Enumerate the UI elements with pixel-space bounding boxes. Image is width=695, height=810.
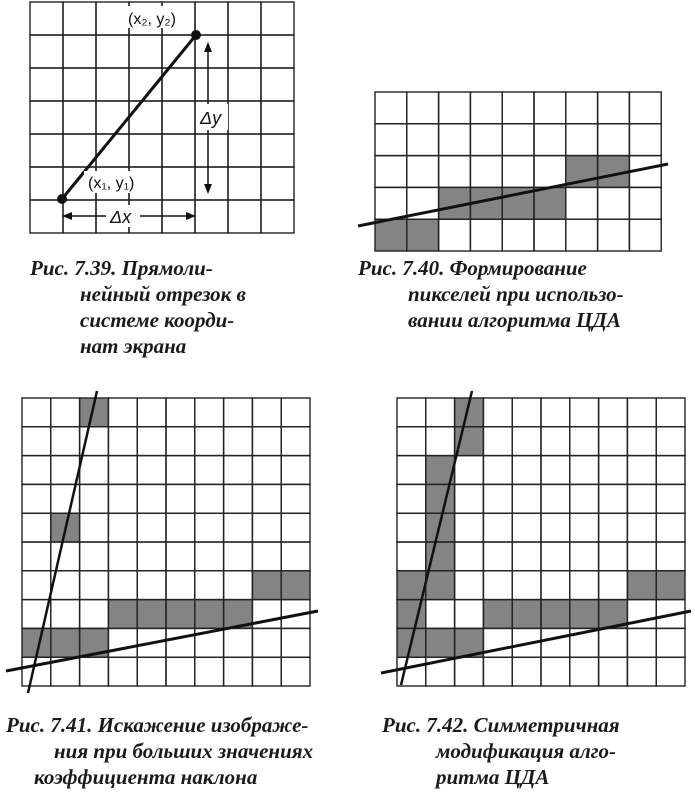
label-p2: (x₂, y₂) xyxy=(128,11,176,28)
figure-7-42 xyxy=(375,385,695,705)
grid-cell xyxy=(407,124,439,156)
grid-cell xyxy=(541,657,570,686)
grid-cell xyxy=(656,513,685,542)
grid-cell xyxy=(599,456,628,485)
grid-cell xyxy=(281,427,310,456)
grid-cell xyxy=(162,101,195,134)
grid-cell xyxy=(598,219,630,251)
figure-7-39-drawing xyxy=(0,0,260,235)
shaded-pixel xyxy=(195,600,224,629)
grid-cell xyxy=(397,456,426,485)
grid-cell xyxy=(470,92,502,124)
grid-cell xyxy=(512,513,541,542)
grid-cell xyxy=(30,35,63,68)
grid-cell xyxy=(166,513,195,542)
grid-cell xyxy=(627,513,656,542)
grid-cell xyxy=(252,398,281,427)
grid-cell xyxy=(629,219,661,251)
grid-cell xyxy=(228,35,261,68)
caption-line: системе коорди- xyxy=(80,308,235,332)
grid-cell xyxy=(261,167,294,200)
grid-cell xyxy=(397,427,426,456)
grid-cell xyxy=(598,92,630,124)
grid-cell xyxy=(30,101,63,134)
grid-cell xyxy=(656,628,685,657)
grid-cell xyxy=(166,628,195,657)
grid-cell xyxy=(195,427,224,456)
grid-cell xyxy=(375,124,407,156)
grid-cell xyxy=(566,187,598,219)
grid-cell xyxy=(599,628,628,657)
grid-cell xyxy=(80,484,109,513)
grid-cell xyxy=(195,456,224,485)
grid-cell xyxy=(228,101,261,134)
grid-cell xyxy=(281,398,310,427)
grid-cell xyxy=(627,427,656,456)
grid-cell xyxy=(195,542,224,571)
caption-line: Формирование xyxy=(449,256,587,280)
grid-cell xyxy=(195,513,224,542)
grid-cell xyxy=(599,398,628,427)
grid-cell xyxy=(502,92,534,124)
grid-cell xyxy=(162,68,195,101)
grid-cell xyxy=(51,600,80,629)
grid-cell xyxy=(22,427,51,456)
grid-cell xyxy=(483,456,512,485)
grid-cell xyxy=(541,484,570,513)
shaded-pixel xyxy=(570,600,599,629)
grid-cell xyxy=(375,92,407,124)
grid-cell xyxy=(22,456,51,485)
grid-cell xyxy=(261,2,294,35)
grid-cell xyxy=(455,542,484,571)
grid-cell xyxy=(566,219,598,251)
figure-7-41 xyxy=(0,385,330,705)
grid-cell xyxy=(599,427,628,456)
grid-cell xyxy=(108,542,137,571)
shaded-pixel xyxy=(426,484,455,513)
grid-cell xyxy=(483,398,512,427)
grid-cell xyxy=(137,657,166,686)
grid-cell xyxy=(397,484,426,513)
grid-cell xyxy=(281,484,310,513)
grid-cell xyxy=(397,398,426,427)
grid-cell xyxy=(63,2,96,35)
grid-cell xyxy=(129,35,162,68)
grid-cell xyxy=(108,398,137,427)
grid-cell xyxy=(541,513,570,542)
grid-cell xyxy=(228,200,261,233)
grid-cell xyxy=(502,156,534,188)
grid-cell xyxy=(570,398,599,427)
grid-cell xyxy=(96,101,129,134)
grid-cell xyxy=(566,92,598,124)
grid-cell xyxy=(599,657,628,686)
caption-line: коэффициента наклона xyxy=(34,765,258,789)
grid-cell xyxy=(252,427,281,456)
grid-cell xyxy=(570,542,599,571)
figure-7-41-drawing xyxy=(0,385,330,705)
shaded-pixel xyxy=(281,571,310,600)
grid-cell xyxy=(455,513,484,542)
grid-cell xyxy=(129,134,162,167)
grid-cell xyxy=(228,2,261,35)
grid-cell xyxy=(599,571,628,600)
shaded-pixel xyxy=(51,628,80,657)
grid-cell xyxy=(439,219,471,251)
grid-cell xyxy=(166,542,195,571)
grid-cell xyxy=(80,456,109,485)
grid-cell xyxy=(566,124,598,156)
grid-cell xyxy=(22,542,51,571)
grid-cell xyxy=(252,657,281,686)
grid-cell xyxy=(108,628,137,657)
grid-cell xyxy=(455,657,484,686)
grid-cell xyxy=(195,200,228,233)
caption-line: нейный отрезок в xyxy=(80,282,246,306)
grid-cell xyxy=(51,456,80,485)
grid-cell xyxy=(629,124,661,156)
grid-cell xyxy=(195,2,228,35)
grid-cell xyxy=(599,484,628,513)
grid-cell xyxy=(108,456,137,485)
grid-cell xyxy=(407,156,439,188)
grid-cell xyxy=(541,398,570,427)
grid-cell xyxy=(426,427,455,456)
grid-cell xyxy=(426,398,455,427)
grid-cell xyxy=(252,542,281,571)
grid-cell xyxy=(570,513,599,542)
shaded-pixel xyxy=(656,571,685,600)
start-point xyxy=(57,194,67,204)
grid-cell xyxy=(483,427,512,456)
grid-cell xyxy=(129,101,162,134)
grid-cell xyxy=(281,456,310,485)
grid-cell xyxy=(656,398,685,427)
grid-cell xyxy=(80,571,109,600)
shaded-pixel xyxy=(483,600,512,629)
caption-line: Прямоли- xyxy=(121,256,213,280)
shaded-pixel xyxy=(512,600,541,629)
grid-cell xyxy=(627,456,656,485)
grid-cell xyxy=(455,484,484,513)
grid-cell xyxy=(483,513,512,542)
grid-cell xyxy=(629,92,661,124)
grid-cell xyxy=(137,513,166,542)
grid-cell xyxy=(534,92,566,124)
grid-cell xyxy=(512,657,541,686)
grid-cell xyxy=(80,513,109,542)
grid-cell xyxy=(51,398,80,427)
grid-cell xyxy=(502,124,534,156)
grid-cell xyxy=(512,484,541,513)
caption-line: Искажение изображе- xyxy=(97,713,309,737)
grid-cell xyxy=(261,134,294,167)
grid-cell xyxy=(261,101,294,134)
grid-cell xyxy=(439,124,471,156)
grid-cell xyxy=(455,571,484,600)
grid-cell xyxy=(439,156,471,188)
grid-cell xyxy=(483,657,512,686)
grid-cell xyxy=(627,628,656,657)
grid-cell xyxy=(512,427,541,456)
grid-cell xyxy=(599,513,628,542)
grid-cell xyxy=(407,92,439,124)
shaded-pixel xyxy=(407,219,439,251)
figure-7-40 xyxy=(350,80,690,240)
grid-cell xyxy=(30,68,63,101)
figure-7-42-drawing xyxy=(375,385,695,705)
caption-7-42 xyxy=(382,712,692,790)
grid-cell xyxy=(541,427,570,456)
grid-cell xyxy=(599,542,628,571)
grid-cell xyxy=(224,513,253,542)
grid-cell xyxy=(541,542,570,571)
grid-cell xyxy=(397,542,426,571)
shaded-pixel xyxy=(108,600,137,629)
grid-cell xyxy=(30,167,63,200)
grid-cell xyxy=(627,657,656,686)
grid-cell xyxy=(22,571,51,600)
grid-cell xyxy=(195,398,224,427)
grid-cell xyxy=(195,571,224,600)
grid-cell xyxy=(512,456,541,485)
shaded-pixel xyxy=(137,600,166,629)
grid-cell xyxy=(224,456,253,485)
end-point xyxy=(191,30,201,40)
grid-cell xyxy=(534,156,566,188)
shaded-pixel xyxy=(426,628,455,657)
grid-cell xyxy=(51,542,80,571)
grid-cell xyxy=(541,628,570,657)
grid-cell xyxy=(375,187,407,219)
shaded-pixel xyxy=(541,600,570,629)
grid-cell xyxy=(512,542,541,571)
grid-cell xyxy=(224,542,253,571)
grid-cell xyxy=(30,2,63,35)
grid-cell xyxy=(656,484,685,513)
grid-cell xyxy=(629,187,661,219)
grid-cell xyxy=(656,657,685,686)
grid-cell xyxy=(541,456,570,485)
grid-cell xyxy=(656,427,685,456)
grid-cell xyxy=(627,484,656,513)
caption-line: пикселей при использо- xyxy=(408,282,624,306)
grid-cell xyxy=(162,167,195,200)
grid-cell xyxy=(570,484,599,513)
grid-cell xyxy=(137,427,166,456)
shaded-pixel xyxy=(426,571,455,600)
grid-cell xyxy=(108,513,137,542)
caption-number: Рис. 7.39. xyxy=(30,256,117,280)
shaded-pixel xyxy=(627,571,656,600)
grid-cell xyxy=(512,571,541,600)
caption-number: Рис. 7.42. xyxy=(382,713,469,737)
caption-number: Рис. 7.40. xyxy=(358,256,445,280)
grid-cell xyxy=(137,542,166,571)
grid-cell xyxy=(252,628,281,657)
grid-cell xyxy=(656,456,685,485)
grid-cell xyxy=(502,219,534,251)
grid-cell xyxy=(281,657,310,686)
grid-cell xyxy=(166,427,195,456)
grid-cell xyxy=(80,600,109,629)
caption-7-41 xyxy=(6,712,346,790)
grid-cell xyxy=(30,134,63,167)
grid-cell xyxy=(541,571,570,600)
grid-cell xyxy=(228,167,261,200)
grid-cell xyxy=(228,68,261,101)
grid-cell xyxy=(80,657,109,686)
grid-cell xyxy=(261,200,294,233)
grid-cell xyxy=(598,124,630,156)
grid-cell xyxy=(627,542,656,571)
shaded-pixel xyxy=(534,187,566,219)
grid-cell xyxy=(426,600,455,629)
caption-number: Рис. 7.41. xyxy=(6,713,93,737)
caption-line: ритма ЦДА xyxy=(436,765,550,789)
grid-cell xyxy=(375,156,407,188)
grid-cell xyxy=(534,124,566,156)
shaded-pixel xyxy=(252,571,281,600)
label-dx: Δx xyxy=(110,207,132,227)
grid-cell xyxy=(166,571,195,600)
grid-cell xyxy=(162,134,195,167)
grid-cell xyxy=(80,542,109,571)
grid-cell xyxy=(228,134,261,167)
grid-cell xyxy=(137,398,166,427)
grid-cell xyxy=(483,571,512,600)
grid-cell xyxy=(137,456,166,485)
grid-cell xyxy=(195,167,228,200)
grid-cell xyxy=(570,571,599,600)
grid-cell xyxy=(512,398,541,427)
grid-cell xyxy=(96,35,129,68)
grid-cell xyxy=(224,628,253,657)
label-p1: (x₁, y₁) xyxy=(88,175,135,192)
grid-cell xyxy=(281,513,310,542)
grid-cell xyxy=(63,35,96,68)
caption-line: Симметричная xyxy=(473,713,620,737)
grid-cell xyxy=(397,513,426,542)
grid-cell xyxy=(195,484,224,513)
grid-cell xyxy=(224,398,253,427)
grid-cell xyxy=(570,657,599,686)
grid-cell xyxy=(166,657,195,686)
grid-cell xyxy=(224,484,253,513)
grid-cell xyxy=(455,600,484,629)
grid-cell xyxy=(470,124,502,156)
grid-cell xyxy=(570,456,599,485)
grid-cell xyxy=(108,427,137,456)
caption-line: модификация алго- xyxy=(436,739,616,763)
grid-cell xyxy=(483,484,512,513)
grid-cell xyxy=(137,484,166,513)
grid-cell xyxy=(261,68,294,101)
grid-cell xyxy=(22,513,51,542)
grid-cell xyxy=(22,484,51,513)
grid-cell xyxy=(30,200,63,233)
grid-cell xyxy=(51,427,80,456)
grid-cell xyxy=(470,219,502,251)
caption-7-40 xyxy=(358,255,693,333)
caption-line: вании алгоритма ЦДА xyxy=(408,308,621,332)
grid-cell xyxy=(470,156,502,188)
caption-line: ния при больших значениях xyxy=(54,739,314,763)
grid-cell xyxy=(656,542,685,571)
grid-cell xyxy=(252,456,281,485)
grid-cell xyxy=(534,219,566,251)
grid-cell xyxy=(570,427,599,456)
grid-cell xyxy=(483,542,512,571)
caption-7-39 xyxy=(30,255,320,359)
grid-cell xyxy=(137,571,166,600)
grid-cell xyxy=(224,571,253,600)
caption-line: нат экрана xyxy=(80,334,187,358)
grid-cell xyxy=(627,398,656,427)
grid-cell xyxy=(281,628,310,657)
grid-cell xyxy=(108,657,137,686)
shaded-pixel xyxy=(375,219,407,251)
grid-cell xyxy=(108,484,137,513)
grid-cell xyxy=(455,456,484,485)
grid-cell xyxy=(281,542,310,571)
grid-cell xyxy=(252,484,281,513)
grid-cell xyxy=(598,187,630,219)
grid-cell xyxy=(224,657,253,686)
grid-cell xyxy=(96,68,129,101)
grid-cell xyxy=(63,68,96,101)
grid-cell xyxy=(439,92,471,124)
grid-cell xyxy=(195,134,228,167)
grid-cell xyxy=(224,427,253,456)
grid-cell xyxy=(108,571,137,600)
shaded-pixel xyxy=(166,600,195,629)
grid-cell xyxy=(252,513,281,542)
grid-cell xyxy=(166,484,195,513)
grid-cell xyxy=(195,68,228,101)
label-dy: Δy xyxy=(200,108,222,128)
grid-cell xyxy=(195,657,224,686)
grid-cell xyxy=(22,398,51,427)
grid-cell xyxy=(261,35,294,68)
grid-cell xyxy=(166,456,195,485)
grid-cell xyxy=(166,398,195,427)
grid-cell xyxy=(63,101,96,134)
figure-7-40-drawing xyxy=(350,80,690,240)
figure-7-39 xyxy=(0,0,260,235)
